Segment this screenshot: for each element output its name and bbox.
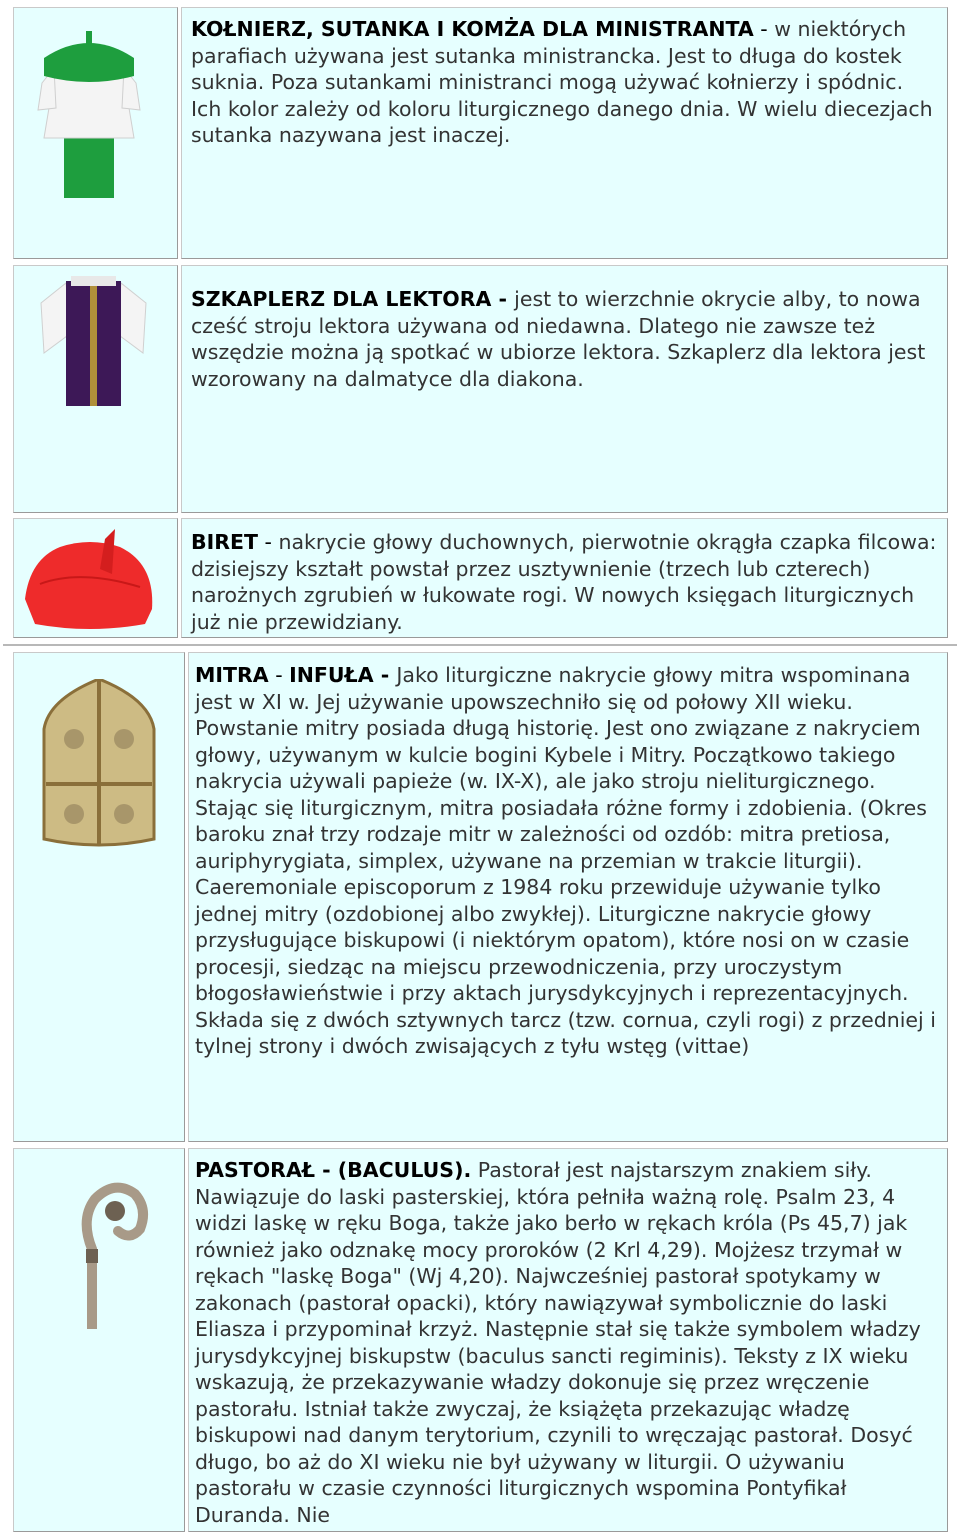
text-cell-3 xyxy=(181,518,948,638)
entry-body: Jako liturgiczne nakrycie głowy mitra wspominana jest w XI w. Jej używanie upowszechniło się od połowy XII wieku. Powstanie mitry posiada długą historię. Jest ono związane z nakryciem głowy, używanym w kulcie bogini Kybele i Mitry. Początkowo takiego nakrycia używali papieże (w. IX-X), ale jako stroju nieliturgicznego. Stając się liturgicznym, mitra posiadała różne formy i zdobienia. (Okres baroku znał trzy rodzaje mitr w zależności od ozdób: mitra pretiosa, auriphyrygiata, simplex, używane na przemian w trakcie liturgii). Caeremoniale episcoporum z 1984 roku przewiduje używanie tylko jednej mitry (ozdobionej albo zwykłej). Liturgiczne nakrycie głowy przysługujące biskupowi (i niektórym opatom), które nosi on w czasie procesji, siedząc na miejscu przewodniczenia, przy uroczystym błogosławieństwie i przy aktach jurysdykcyjnych i reprezentacyjnych. Składa się z dwóch sztywnych tarcz (tzw. cornua, czyli rogi) z przedniej i tylnej strony i dwóch zwisających z tyłu wstęg (vittae) xyxy=(195,663,936,1058)
entry-text-1 xyxy=(191,16,936,149)
entry-separator: - xyxy=(258,530,279,554)
entry-text-2 xyxy=(191,286,941,392)
image-cell-3 xyxy=(13,518,178,638)
entry-title: MITRA xyxy=(195,663,269,687)
entry-separator: - xyxy=(753,17,775,41)
purple-scapular-image xyxy=(36,273,151,408)
text-cell-4 xyxy=(188,652,948,1142)
entry-title: SZKAPLERZ DLA LEKTORA - xyxy=(191,287,515,311)
entry-text-3 xyxy=(191,529,941,635)
entry-body: w niektórych parafiach używana jest sutanka ministrancka. Jest to długa do kostek suknia. Poza sutankami ministranci mogą używać kołnierzy i spódnic. Ich kolor zależy od koloru liturgicznego danego dnia. W wielu diecezjach sutanka nazywana jest inaczej. xyxy=(191,17,933,147)
mitre-image xyxy=(34,679,164,849)
entry-body: jest to wierzchnie okrycie alby, to nowa cześć stroju lektora używana od niedawna. Dlatego nie zawsze też wszędzie można ją spotkać w ubiorze lektora. Szkaplerz dla lektora jest wzorowany na dalmatyce dla diakona. xyxy=(191,287,926,391)
entry-text-4 xyxy=(195,662,945,1060)
image-cell-5 xyxy=(13,1148,185,1532)
entry-title: KOŁNIERZ, SUTANKA I KOMŻA DLA MINISTRANTA xyxy=(191,17,754,41)
text-cell-5 xyxy=(188,1148,948,1532)
text-cell-2 xyxy=(181,265,948,513)
entry-body: nakrycie głowy duchownych, pierwotnie okrągła czapka filcowa: dzisiejszy kształt powstał przez usztywnienie (trzech lub czterech) narożnych zgrubień w łukowate rogi. W nowych księgach liturgicznych już nie przewidziany. xyxy=(191,530,937,634)
red-biretta-image xyxy=(20,529,160,634)
image-cell-1 xyxy=(13,7,178,259)
image-cell-4 xyxy=(13,652,185,1142)
text-cell-1 xyxy=(181,7,948,259)
image-cell-2 xyxy=(13,265,178,513)
green-cassock-surplice-image xyxy=(34,28,144,203)
entry-body: Pastorał jest najstarszym znakiem siły. Nawiązuje do laski pasterskiej, która pełniła ważną rolę. Psalm 23, 4 widzi laskę w ręku Boga, także jako berło w rękach króla (Ps 45,7) jak również jako odznakę mocy proroków (2 Krl 4,29). Mojżesz trzymał w rękach "laskę Boga" (Wj 4,20). Najwcześniej pastorał spotykamy w zakonach (pastorał opacki), który nawiązywał symbolicznie do laski Eliasza i przypominał krzyż. Następnie stał się także symbolem władzy jurysdykcyjnej biskupstw (baculus sancti regiminis). Teksty z IX wieku wskazują, że przekazywanie władzy dokonuje się przez wręczenie pastorału. Istniał także zwyczaj, że książęta przekazując władzę biskupowi nad danym terytorium, czynili to wręczając pastorał. Dosyć długo, bo aż do XI wieku nie był używany w liturgii. O używaniu pastorału w czasie czynności liturgicznych wspomina Pontyfikał Duranda. Nie xyxy=(195,1158,921,1527)
entry-separator: - xyxy=(268,663,290,687)
entry-title-2: INFUŁA - xyxy=(289,663,397,687)
entry-text-5 xyxy=(195,1157,945,1528)
entry-title: BIRET xyxy=(191,530,259,554)
entry-title: PASTORAŁ - (BACULUS). xyxy=(195,1158,472,1182)
crozier-image xyxy=(70,1179,150,1329)
row-divider xyxy=(3,644,957,646)
